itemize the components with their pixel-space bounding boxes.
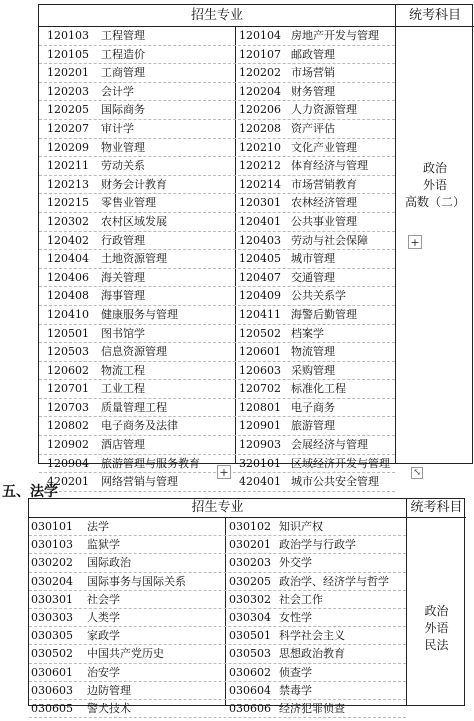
major-name: 思想政治教育	[279, 647, 345, 661]
major-name: 城市管理	[291, 252, 335, 266]
major-name: 质量管理工程	[101, 400, 167, 414]
table-row	[39, 46, 395, 65]
major-code: 120904	[47, 456, 89, 470]
major-code: 120207	[47, 121, 89, 135]
major-code: 120212	[239, 159, 281, 173]
major-code: 030303	[31, 610, 73, 624]
table-row	[29, 609, 406, 627]
table-row	[39, 306, 395, 325]
exam-subject: 外语	[424, 621, 449, 635]
major-code: 120902	[47, 438, 89, 452]
table-row	[39, 157, 395, 176]
major-name: 政治学、经济学与哲学	[279, 574, 389, 588]
major-name: 体育经济与管理	[291, 159, 368, 173]
table-row	[29, 627, 406, 645]
major-name: 零售业管理	[101, 196, 156, 210]
major-name: 电子商务及法律	[101, 419, 178, 433]
major-code: 030203	[229, 556, 271, 570]
table-row	[39, 362, 395, 381]
table-row	[39, 101, 395, 120]
major-name: 监狱学	[87, 538, 120, 552]
major-code: 120202	[239, 66, 281, 80]
major-code: 420401	[239, 475, 281, 489]
major-name: 区域经济开发与管理	[291, 456, 390, 470]
major-code: 030102	[229, 520, 271, 533]
table-row	[39, 64, 395, 83]
major-name: 财务管理	[291, 84, 335, 98]
table-row	[39, 27, 395, 46]
major-name: 工业工程	[101, 382, 145, 396]
major-name: 外交学	[279, 556, 312, 570]
table-row	[39, 120, 395, 139]
table-row	[29, 664, 406, 682]
table-row	[29, 536, 406, 554]
major-name: 家政学	[87, 629, 120, 643]
table-row	[39, 176, 395, 195]
major-code: 120401	[239, 214, 281, 228]
exam-subjects	[396, 160, 474, 211]
major-code: 120209	[47, 140, 89, 154]
major-name: 劳动与社会保障	[291, 233, 368, 247]
major-code: 320101	[239, 456, 281, 470]
major-code: 120405	[239, 252, 281, 266]
major-name: 审计学	[101, 121, 134, 135]
major-code: 120502	[239, 326, 281, 340]
major-code: 030503	[229, 647, 271, 661]
major-name: 海警后勤管理	[291, 307, 357, 321]
major-name: 工程造价	[101, 47, 145, 61]
major-code: 120802	[47, 419, 89, 433]
major-name: 国际商务	[101, 103, 145, 117]
major-code: 120407	[239, 270, 281, 284]
major-name: 禁毒学	[279, 683, 312, 697]
exam-subjects	[407, 603, 466, 654]
major-name: 工程管理	[101, 29, 145, 42]
table-body	[29, 518, 406, 718]
major-name: 警犬技术	[87, 701, 131, 715]
table-row	[39, 250, 395, 269]
add-row-button[interactable]: +	[408, 235, 422, 249]
major-code: 120301	[239, 196, 281, 210]
major-name: 交通管理	[291, 270, 335, 284]
major-name: 健康服务与管理	[101, 307, 178, 321]
major-code: 120201	[47, 66, 89, 80]
column-divider	[406, 499, 407, 705]
major-name: 农林经济管理	[291, 196, 357, 210]
major-code: 030602	[229, 665, 271, 679]
major-code: 030201	[229, 538, 271, 552]
major-code: 120206	[239, 103, 281, 117]
major-code: 030304	[229, 610, 271, 624]
major-code: 120503	[47, 345, 89, 359]
major-name: 酒店管理	[101, 438, 145, 452]
table-row	[39, 232, 395, 251]
major-name: 标准化工程	[291, 382, 346, 396]
major-name: 海关管理	[101, 270, 145, 284]
exam-subject: 民法	[424, 638, 449, 652]
major-code: 030603	[31, 683, 73, 697]
major-name: 侦查学	[279, 665, 312, 679]
major-code: 030302	[229, 592, 271, 606]
table-row	[39, 417, 395, 436]
major-code: 030101	[31, 520, 73, 533]
table-row	[39, 213, 395, 232]
major-name: 城市公共安全管理	[291, 475, 379, 489]
major-code: 120105	[47, 47, 89, 61]
major-code: 120701	[47, 382, 89, 396]
major-code: 120103	[47, 29, 89, 42]
major-name: 农村区域发展	[101, 214, 167, 228]
major-name: 知识产权	[279, 520, 323, 533]
major-code: 030202	[31, 556, 73, 570]
major-name: 政治学与行政学	[279, 538, 356, 552]
major-code: 030103	[31, 538, 73, 552]
major-code: 120603	[239, 363, 281, 377]
major-code: 030502	[31, 647, 73, 661]
major-code: 120215	[47, 196, 89, 210]
major-name: 海事管理	[101, 289, 145, 303]
major-name: 物业管理	[101, 140, 145, 154]
table-row	[39, 343, 395, 362]
major-name: 会展经济与管理	[291, 438, 368, 452]
major-code: 120203	[47, 84, 89, 98]
major-name: 房地产开发与管理	[291, 29, 379, 42]
major-name: 女性学	[279, 610, 312, 624]
major-code: 120403	[239, 233, 281, 247]
major-name: 旅游管理	[291, 419, 335, 433]
table-management	[38, 4, 473, 489]
table-row	[39, 325, 395, 344]
major-name: 公共事业管理	[291, 214, 357, 228]
exam-subject: 外语	[422, 178, 447, 192]
table-row	[39, 194, 395, 213]
major-name: 社会工作	[279, 592, 323, 606]
major-code: 120104	[239, 29, 281, 42]
major-code: 030604	[229, 683, 271, 697]
major-code: 120214	[239, 177, 281, 191]
major-code: 030205	[229, 574, 271, 588]
table-row	[29, 591, 406, 609]
major-name: 土地资源管理	[101, 252, 167, 266]
major-name: 旅游管理与服务教育	[101, 456, 200, 470]
major-code: 120501	[47, 326, 89, 340]
major-name: 资产评估	[291, 121, 335, 135]
major-code: 120410	[47, 307, 89, 321]
table-body	[39, 27, 395, 492]
table-row	[39, 436, 395, 455]
exam-subject: 高数（二）	[404, 195, 465, 209]
major-name: 物流工程	[101, 363, 145, 377]
major-name: 邮政管理	[291, 47, 335, 61]
table-law	[28, 498, 465, 715]
major-code: 120406	[47, 270, 89, 284]
major-name: 工商管理	[101, 66, 145, 80]
major-code: 030606	[229, 701, 271, 715]
table-row	[29, 554, 406, 572]
major-name: 市场营销	[291, 66, 335, 80]
table-row	[29, 518, 406, 536]
major-name: 边防管理	[87, 683, 131, 697]
major-code: 120801	[239, 400, 281, 414]
major-code: 030305	[31, 629, 73, 643]
major-name: 国际事务与国际关系	[87, 574, 186, 588]
major-code: 120302	[47, 214, 89, 228]
major-code: 120901	[239, 419, 281, 433]
table-row	[39, 380, 395, 399]
major-name: 网络营销与管理	[101, 475, 178, 489]
major-name: 国际政治	[87, 556, 131, 570]
major-code: 030301	[31, 592, 73, 606]
section-title: 五、法学	[2, 484, 58, 500]
major-name: 财务会计教育	[101, 177, 167, 191]
major-name: 经济犯罪侦查	[279, 701, 345, 715]
add-row-button[interactable]: +	[217, 465, 231, 479]
major-code: 120210	[239, 140, 281, 154]
major-name: 信息资源管理	[101, 345, 167, 359]
major-name: 治安学	[87, 665, 120, 679]
major-name: 社会学	[87, 592, 120, 606]
major-name: 人力资源管理	[291, 103, 357, 117]
major-code: 120408	[47, 289, 89, 303]
table-row	[29, 645, 406, 663]
major-code: 120602	[47, 363, 89, 377]
column-divider	[395, 5, 396, 463]
major-code: 120404	[47, 252, 89, 266]
major-code: 120903	[239, 438, 281, 452]
table-row	[39, 83, 395, 102]
exam-subject: 政治	[424, 604, 449, 618]
major-code: 120213	[47, 177, 89, 191]
major-name: 市场营销教育	[291, 177, 357, 191]
table-row	[29, 573, 406, 591]
major-code: 120601	[239, 345, 281, 359]
exam-subject: 政治	[422, 161, 447, 175]
major-code: 120702	[239, 382, 281, 396]
major-code: 120703	[47, 400, 89, 414]
major-name: 劳动关系	[101, 159, 145, 173]
major-name: 行政管理	[101, 233, 145, 247]
major-code: 120409	[239, 289, 281, 303]
major-code: 120411	[239, 307, 281, 321]
major-name: 人类学	[87, 610, 120, 624]
major-name: 档案学	[291, 326, 324, 340]
table-row	[39, 399, 395, 418]
table-row	[39, 269, 395, 288]
major-code: 420201	[47, 475, 89, 489]
major-code: 120211	[47, 159, 89, 173]
table-header-major: 招生专业	[39, 5, 395, 27]
major-code: 120208	[239, 121, 281, 135]
table-header-exam: 统考科目	[396, 5, 474, 27]
table-row	[39, 139, 395, 158]
table-row	[29, 682, 406, 700]
major-code: 030605	[31, 701, 73, 715]
major-name: 会计学	[101, 84, 134, 98]
major-name: 文化产业管理	[291, 140, 357, 154]
major-name: 法学	[87, 520, 109, 533]
table-row	[29, 700, 406, 718]
major-code: 030601	[31, 665, 73, 679]
table-header-major: 招生专业	[29, 499, 406, 518]
major-code: 120107	[239, 47, 281, 61]
major-code: 030501	[229, 629, 271, 643]
table-header-exam: 统考科目	[407, 499, 466, 518]
major-code: 120402	[47, 233, 89, 247]
major-name: 中国共产党历史	[87, 647, 164, 661]
major-name: 电子商务	[291, 400, 335, 414]
major-code: 030204	[31, 574, 73, 588]
resize-handle-icon[interactable]: ⤡	[411, 467, 423, 479]
major-code: 120204	[239, 84, 281, 98]
table-row	[39, 287, 395, 306]
major-code: 120205	[47, 103, 89, 117]
major-name: 采购管理	[291, 363, 335, 377]
major-name: 公共关系学	[291, 289, 346, 303]
major-name: 科学社会主义	[279, 629, 345, 643]
major-name: 物流管理	[291, 345, 335, 359]
major-name: 图书馆学	[101, 326, 145, 340]
